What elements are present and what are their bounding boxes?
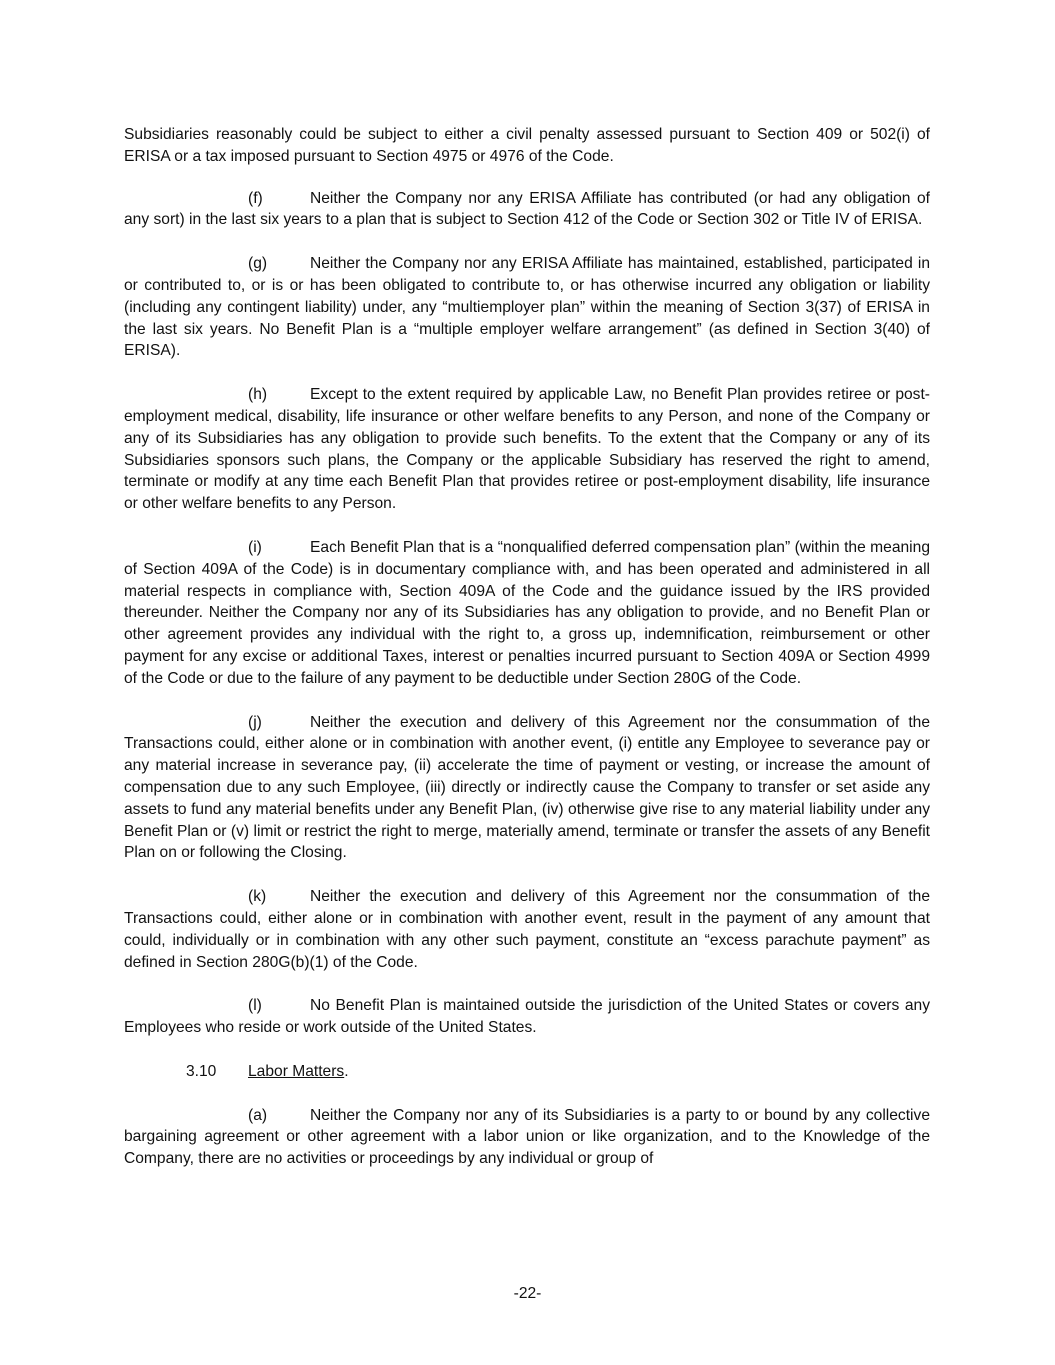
paragraph-j [124, 712, 930, 865]
paragraph-text: Neither the Company nor any ERISA Affiliate has maintained, established, participated in or contributed to, or is or has been obligated to contribute to, or has otherwise incurred any obligation or liability (including any contingent liability) under, any “multiemployer plan” within the meaning of Section 3(37) of ERISA in the last six years. No Benefit Plan is a “multiple employer welfare arrangement” (as defined in Section 3(40) of ERISA). [124, 255, 930, 360]
paragraph-marker: (j) [248, 713, 262, 731]
paragraph-text: No Benefit Plan is maintained outside the jurisdiction of the United States or covers any Employees who reside or work outside of the United States. [124, 997, 930, 1037]
section-heading [124, 1061, 930, 1083]
paragraph-marker: (k) [248, 888, 267, 906]
paragraph-marker: (a) [248, 1106, 268, 1124]
paragraph-text: Neither the Company nor any ERISA Affiliate has contributed (or had any obligation of any sort) in the last six years to a plan that is subject to Section 412 of the Code or Section 302 or Title IV of ERISA. [124, 189, 930, 229]
document-page [124, 124, 930, 1192]
paragraph-text: Neither the execution and delivery of this Agreement nor the consummation of the Transactions could, either alone or in combination with another event, (i) entitle any Employee to severance pay or any material increase in severance pay, (ii) accelerate the time of payment or vesting, or increase the amount of compensation due to any such Employee, (iii) directly or indirectly cause the Company to transfer or set aside any assets to fund any material benefits under any Benefit Plan, (iv) otherwise give rise to any material liability under any Benefit Plan or (v) limit or restrict the right to merge, materially amend, terminate or transfer the assets of any Benefit Plan on or following the Closing. [124, 713, 930, 862]
paragraph-h [124, 384, 930, 515]
paragraph-marker: (h) [248, 386, 268, 404]
paragraph-intro: Subsidiaries reasonably could be subject to either a civil penalty assessed pursuant to Section 409 or 502(i) of ERISA or a tax imposed pursuant to Section 4975 or 4976 of the Code. [124, 126, 930, 165]
paragraph-marker: (g) [248, 255, 268, 273]
section-title-punct: . [344, 1062, 349, 1080]
section-number: 3.10 [186, 1062, 217, 1080]
paragraph-f [124, 188, 930, 232]
paragraph-k [124, 886, 930, 973]
paragraph-text: Except to the extent required by applicable Law, no Benefit Plan provides retiree or post-employment medical, disability, life insurance or other welfare benefits to any Person, and none of the Company or any of its Subsidiaries has any obligation to provide such benefits. To the extent that the Company or any of its Subsidiaries sponsors such plans, the Company or the applicable Subsidiary has reserved the right to amend, terminate or modify at any time each Benefit Plan that provides retiree or post-employment disability, life insurance or other welfare benefits to any Person. [124, 386, 930, 513]
paragraph-text: Each Benefit Plan that is a “nonqualified deferred compensation plan” (within the meaning of Section 409A of the Code) is in documentary compliance with, and has been operated and administered in all material respects in compliance with, Section 409A of the Code and the guidance issued by the IRS provided thereunder. Neither the Company nor any of its Subsidiaries has any obligation to provide, and no Benefit Plan or other agreement provides any individual with the right to, a gross up, indemnification, reimbursement or other payment for any excise or additional Taxes, interest or penalties incurred pursuant to Section 409A or Section 4999 of the Code or due to the failure of any payment to be deductible under Section 280G of the Code. [124, 538, 930, 687]
section-title: Labor Matters [248, 1062, 345, 1080]
paragraph-text: Neither the Company nor any of its Subsidiaries is a party to or bound by any collective bargaining agreement or other agreement with a labor union or like organization, and to the Knowledge of the Company, there are no activities or proceedings by any individual or group of [124, 1106, 930, 1168]
paragraph-l [124, 995, 930, 1039]
paragraph-a [124, 1105, 930, 1170]
page-number: -22- [513, 1285, 542, 1302]
paragraph-text: Neither the execution and delivery of this Agreement nor the consummation of the Transactions could, either alone or in combination with another event, result in the payment of any amount that could, individually or in combination with any other such payment, constitute an “excess parachute payment” as defined in Section 280G(b)(1) of the Code. [124, 888, 930, 971]
paragraph-g [124, 253, 930, 362]
paragraph-marker: (l) [248, 997, 262, 1015]
paragraph-i [124, 537, 930, 690]
paragraph-marker: (f) [248, 189, 263, 207]
paragraph-marker: (i) [248, 538, 262, 556]
